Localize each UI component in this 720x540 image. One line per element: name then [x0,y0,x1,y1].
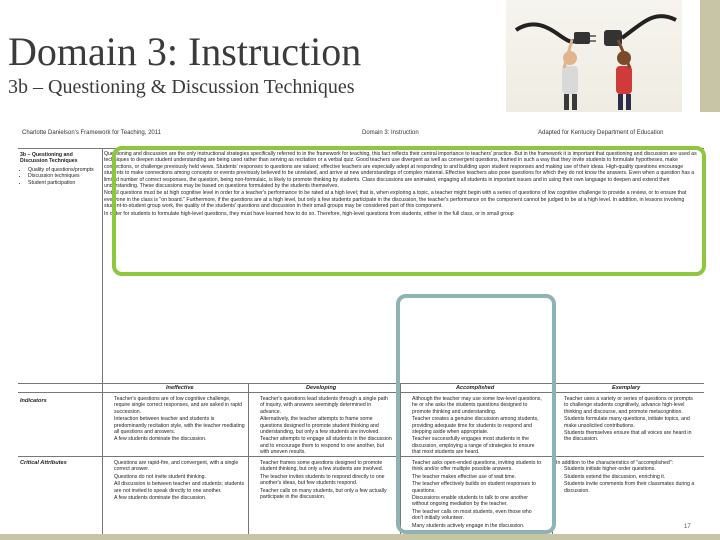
list-item: • Questions do not invite student thinking. [114,474,246,480]
row-label-critical-attributes: Critical Attributes [20,460,67,466]
list-item: • The teacher calls on most students, even those who don't initially volunteer. [412,509,544,522]
description-paragraph: Not all questions must be at high cognitive level in order for a teacher's performance to be rated at a high level; that is, when exploring a topic, a teacher might begin with a series of questions of low cognitive challenge to provide a review, or to ensure that everyone in the class is "on board." Furthermore, if the questions are at a high level, but only a few students participate in the discussion, the teacher's performance on the component cannot be judged to be at a high level. In addition, in lessons involving student-to-student group work, the quality of the students' questions and discussion in their small groups may be considered part of this component. [104,190,687,210]
list-item: • All discussion is between teacher and students; students are not invited to speak directly to one another. [114,481,246,494]
decorative-stripe-bottom [0,534,720,540]
list-item: • Teacher asks open-ended questions, inviting students to think and/or offer multiple possible answers. [412,460,544,473]
element-item: • Quality of questions/prompts [28,167,100,173]
cell-indicators-exemplary [556,396,696,454]
element-item: • Student participation [28,180,100,186]
doc-header-center: Domain 3: Instruction [362,130,419,136]
column-header-exemplary: Exemplary [612,385,641,391]
list-item: • Students initiate higher-order questions. [564,466,696,472]
list-item: • Students formulate many questions, initiate topics, and make unsolicited contributions. [564,416,696,429]
list-item: • A few students dominate the discussion. [114,436,246,442]
list-item: • Students invite comments from their classmates during a discussion. [564,481,696,494]
slide-title: Domain 3: Instruction [8,29,362,74]
description-paragraph: In order for students to formulate high-level questions, they must have learned how to do so. Therefore, high-level questions from students, either in the full class, or in small group [104,210,514,217]
doc-header-right: Adapted for Kentucky Department of Education [538,130,664,136]
component-title: 3b – Questioning and Discussion Techniques [20,152,78,165]
cell-indicators-ineffective [106,396,246,454]
list-item: • Interaction between teacher and students is predominantly recitation style, with the teacher mediating all questions and answers. [114,416,246,435]
list-item: • Although the teacher may use some low-level questions, he or she asks the students questions designed to promote thinking and understanding. [412,396,544,415]
list-item: • Teacher's questions lead students through a single path of inquiry, with answers seemingly determined in advance. [260,396,392,415]
list-item: • Students themselves ensure that all voices are heard in the discussion. [564,430,696,443]
plug-photo [506,0,682,112]
description-paragraph: Questioning and discussion are the only instructional strategies specifically referred to in the framework for teaching, this fact reflects their central importance to teachers' practice. But in the framework it is important that questioning and discussion are used as techniques to deepen student understanding are being used rather than serving as recitation or a verbal quiz. Good teachers use divergent as well as convergent questions, framed in such a way that they invite students to formulate hypotheses, make connections, or challenge previously held views. Students' responses to questions are valued; effective teachers are especially adept at responding to and building upon student responses and making use of their ideas. High-quality questions encourage students to make connections among concepts or events previously believed to be unrelated, and arrive at new understandings of complex material. Effective teachers also pose questions for which they do not know the answers. Even when a question has a limited number of correct responses, the question, being non-formulaic, is likely to promote thinking by students. Class discussions are animated, engaging all students in important issues and in using their own language to deepen and extend their understanding. These discussions may be based on questions formulated by the students themselves. [104,151,697,190]
slide-subtitle: 3b – Questioning & Discussion Techniques [8,76,355,98]
plug-illustration-icon [506,0,682,112]
list-item: • Teacher creates a genuine discussion among students, providing adequate time for students to respond and stepping aside when appropriate. [412,416,544,435]
row-label-indicators: Indicators [20,398,47,404]
cell-critical-developing [252,460,392,532]
decorative-stripe-right [700,0,720,112]
highlight-box-blue [396,294,556,534]
list-item: • Alternatively, the teacher attempts to frame some questions designed to promote student thinking and understanding, but only a few students are involved. [260,416,392,435]
element-item: • Discussion techniques [28,173,100,179]
column-header-developing: Developing [306,385,337,391]
column-header-accomplished: Accomplished [456,385,495,391]
list-item: • A few students dominate the discussion. [114,495,246,501]
list-item: • Students extend the discussion, enriching it. [564,474,696,480]
cell-critical-ineffective [106,460,246,532]
list-item: • Teacher uses a variety or series of questions or prompts to challenge students cognitively, advance high-level thinking and discourse, and promote metacognition. [564,396,696,415]
list-item: • Many students actively engage in the discussion. [412,523,544,529]
list-item: • The teacher invites students to respond directly to one another's ideas, but few students respond. [260,474,392,487]
list-item: • Teacher frames some questions designed to promote student thinking, but only a few students are involved. [260,460,392,473]
list-item: • Teacher calls on many students, but only a few actually participate in the discussion. [260,488,392,501]
list-item: • Teacher's questions are of low cognitive challenge, require single correct responses, and are asked in rapid succession. [114,396,246,415]
doc-header-left: Charlotte Danielson's Framework for Teaching, 2011 [22,130,161,136]
list-item: • Teacher successfully engages most students in the discussion, employing a range of strategies to ensure that most students are heard. [412,436,544,454]
list-item: • Teacher attempts to engage all students in the discussion and to encourage them to respond to one another, but with uneven results. [260,436,392,454]
list-item: • The teacher effectively builds on student responses to questions. [412,481,544,494]
list-item: • The teacher makes effective use of wait time. [412,474,544,480]
cell-indicators-developing [252,396,392,454]
list-item: • Questions are rapid-fire, and convergent, with a single correct answer. [114,460,246,473]
list-intro: In addition to the characteristics of "accomplished": [556,460,674,466]
column-header-ineffective: Ineffective [166,385,194,391]
component-elements [20,152,100,186]
page-number: 17 [684,524,691,530]
highlight-box-green [112,146,706,276]
cell-critical-exemplary [556,460,696,532]
list-item: • Discussions enable students to talk to one another without ongoing mediation by the teacher. [412,495,544,508]
